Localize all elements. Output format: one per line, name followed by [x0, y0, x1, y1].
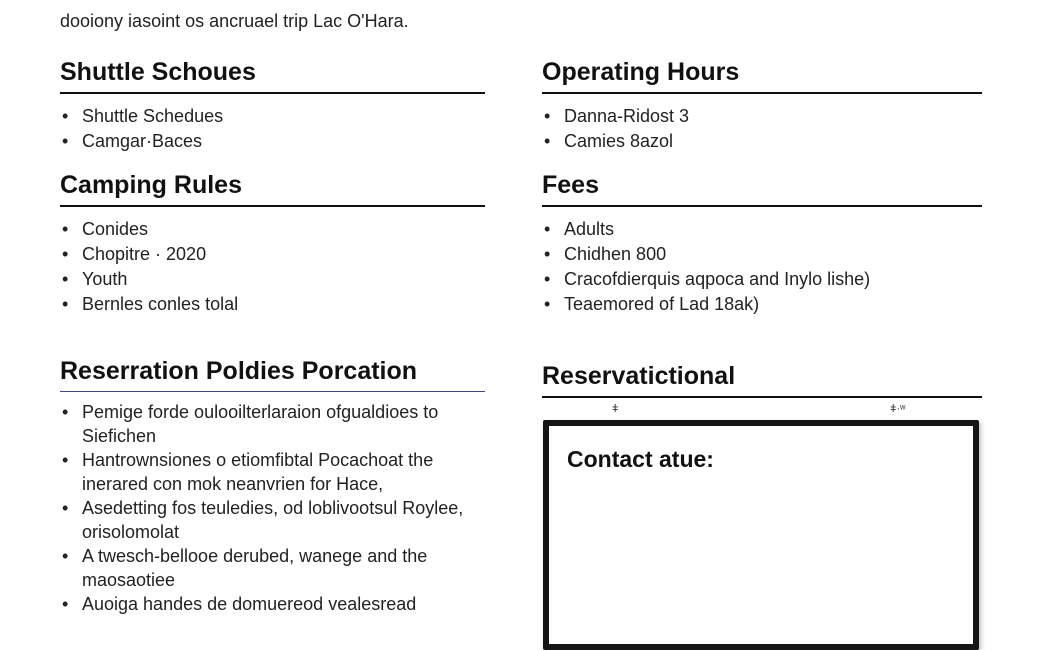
list-item: • A twesch-bellooe derubed, wanege and the maosaotiee — [60, 544, 485, 592]
reservation-section — [542, 360, 982, 398]
policies-heading: Reserration Poldies Porcation — [60, 355, 485, 392]
rules-section — [60, 169, 485, 317]
list-item: • Auoiga handes de domuereod vealesread — [60, 592, 485, 616]
list-item: • Shuttle Schedues — [60, 104, 485, 129]
list-item: • Camies 8azol — [542, 129, 982, 154]
fees-section — [542, 169, 982, 317]
list-item: • Danna-Ridost 3 — [542, 104, 982, 129]
list-item: • Conides — [60, 217, 485, 242]
contact-heading: Contact atue: — [567, 446, 714, 472]
marker-right: ǂ·ʷ — [890, 403, 906, 415]
rules-list — [60, 217, 485, 317]
reservation-markers — [542, 402, 982, 418]
list-item: • Hantrownsiones o etiomfibtal Pocachoat the inerared con mok neanvrien for Hace, — [60, 448, 485, 496]
list-item: • Cracofdierquis aqpoca and Inylo lishe) — [542, 267, 982, 292]
fees-list — [542, 217, 982, 317]
shuttle-heading: Shuttle Schoues — [60, 56, 485, 94]
list-item: • Teaemored of Lad 18ak) — [542, 292, 982, 317]
policies-list — [60, 400, 485, 616]
intro-text: dooiony iasoint os ancruael trip Lac O'Hara. — [60, 11, 409, 31]
marker-left: ǂ — [612, 403, 619, 415]
list-item: • Adults — [542, 217, 982, 242]
hours-heading: Operating Hours — [542, 56, 982, 94]
hours-section — [542, 56, 982, 154]
shuttle-list — [60, 104, 485, 154]
list-item: • Bernles conles tolal — [60, 292, 485, 317]
reservation-heading: Reservatictional — [542, 360, 982, 398]
hours-list — [542, 104, 982, 154]
list-item: • Camgar·Baces — [60, 129, 485, 154]
contact-box — [543, 420, 979, 650]
list-item: • Youth — [60, 267, 485, 292]
reservation-policies-section — [60, 355, 485, 616]
list-item: • Chidhen 800 — [542, 242, 982, 267]
list-item: • Asedetting fos teuledies, od loblivootsul Roylee, orisolomolat — [60, 496, 485, 544]
list-item: • Pemige forde oulooilterlaraion ofgualdioes to Siefichen — [60, 400, 485, 448]
shuttle-section — [60, 56, 485, 154]
list-item: • Chopitre · 2020 — [60, 242, 485, 267]
fees-heading: Fees — [542, 169, 982, 207]
rules-heading: Camping Rules — [60, 169, 485, 207]
